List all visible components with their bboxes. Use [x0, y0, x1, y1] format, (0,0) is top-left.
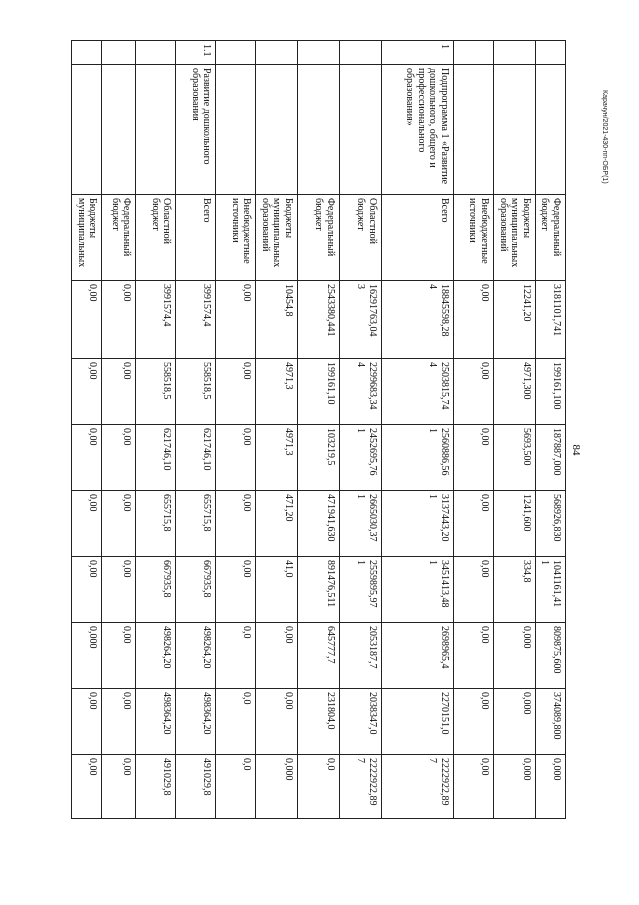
- program-name-cell: [256, 65, 298, 195]
- amount-cell: 3137443,20 1: [382, 491, 454, 557]
- amount-cell: 558518,5: [176, 359, 216, 425]
- amount-cell: 2560886,56 1: [382, 425, 454, 491]
- amount-cell: 667935,8: [176, 557, 216, 623]
- amount-cell: 0,00: [454, 557, 494, 623]
- amount-cell: 0,00: [102, 755, 136, 819]
- amount-cell: 103219,5: [298, 425, 340, 491]
- amount-cell: 231804,0: [298, 689, 340, 755]
- amount-cell: 0,00: [102, 425, 136, 491]
- funding-table: [72, 40, 567, 819]
- amount-cell: 0,00: [216, 281, 256, 359]
- amount-cell: 655715,8: [136, 491, 176, 557]
- amount-cell: 2559895,97 1: [340, 557, 382, 623]
- amount-cell: 0,00: [102, 689, 136, 755]
- amount-cell: 0,00: [454, 623, 494, 689]
- amount-cell: 0,00: [102, 359, 136, 425]
- amount-cell: 0,00: [102, 281, 136, 359]
- amount-cell: 491029,8: [136, 755, 176, 819]
- amount-cell: 12241,20: [494, 281, 536, 359]
- table-row: [256, 41, 298, 819]
- amount-cell: 0,00: [102, 491, 136, 557]
- amount-cell: 0,0: [216, 689, 256, 755]
- amount-cell: 0,00: [454, 689, 494, 755]
- amount-cell: 0,000: [494, 755, 536, 819]
- amount-cell: 471941,630: [298, 491, 340, 557]
- funding-source-cell: Бюджеты муниципальных: [72, 195, 102, 281]
- program-name-cell: [454, 65, 494, 195]
- amount-cell: 4971,3: [256, 425, 298, 491]
- amount-cell: 0,00: [72, 689, 102, 755]
- amount-cell: 0,00: [72, 359, 102, 425]
- amount-cell: 0,00: [72, 425, 102, 491]
- amount-cell: 2038347,0: [340, 689, 382, 755]
- amount-cell: 334,8: [494, 557, 536, 623]
- amount-cell: 2299683,34 4: [340, 359, 382, 425]
- amount-cell: 655715,8: [176, 491, 216, 557]
- page-number: 84: [570, 444, 582, 456]
- amount-cell: 4971,300: [494, 359, 536, 425]
- amount-cell: 2053187,7: [340, 623, 382, 689]
- funding-source-cell: Областной бюджет: [136, 195, 176, 281]
- program-name-cell: Подпрограмма 1 «Развитие дошкольного, общего и профессионального образования»: [382, 65, 454, 195]
- amount-cell: 558518,5: [136, 359, 176, 425]
- funding-source-cell: Федеральный бюджет: [298, 195, 340, 281]
- row-number-cell: [136, 41, 176, 65]
- amount-cell: 891476,511: [298, 557, 340, 623]
- row-number-cell: [340, 41, 382, 65]
- amount-cell: 621746,10: [136, 425, 176, 491]
- amount-cell: 0,00: [454, 755, 494, 819]
- amount-cell: 0,00: [102, 557, 136, 623]
- program-name-cell: [102, 65, 136, 195]
- amount-cell: 2222922,89 7: [340, 755, 382, 819]
- row-number-cell: [102, 41, 136, 65]
- amount-cell: 0,00: [102, 623, 136, 689]
- table-row: [102, 41, 136, 819]
- amount-cell: 0,00: [72, 557, 102, 623]
- table-row: [454, 41, 494, 819]
- amount-cell: 0,00: [72, 491, 102, 557]
- amount-cell: 0,00: [72, 755, 102, 819]
- amount-cell: 2270151,0: [382, 689, 454, 755]
- amount-cell: 0,00: [256, 689, 298, 755]
- funding-source-cell: Внебюджетные источники: [216, 195, 256, 281]
- amount-cell: 1041161,41 1: [536, 557, 566, 623]
- row-number-cell: 1.1: [176, 41, 216, 65]
- amount-cell: 0,000: [536, 755, 566, 819]
- table-row: [340, 41, 382, 819]
- funding-source-cell: Всего: [382, 195, 454, 281]
- row-number-cell: 1: [382, 41, 454, 65]
- amount-cell: 0,000: [256, 755, 298, 819]
- funding-source-cell: Бюджеты муниципальных образований: [494, 195, 536, 281]
- amount-cell: 187887,000: [536, 425, 566, 491]
- amount-cell: 645777,7: [298, 623, 340, 689]
- row-number-cell: [72, 41, 102, 65]
- amount-cell: 0,00: [216, 359, 256, 425]
- amount-cell: 10454,8: [256, 281, 298, 359]
- amount-cell: 568926,830: [536, 491, 566, 557]
- amount-cell: 0,000: [494, 689, 536, 755]
- row-number-cell: [454, 41, 494, 65]
- funding-source-cell: Федеральный бюджет: [536, 195, 566, 281]
- amount-cell: 3991574,4: [136, 281, 176, 359]
- program-name-cell: [298, 65, 340, 195]
- amount-cell: 498264,20: [136, 623, 176, 689]
- amount-cell: 4971,3: [256, 359, 298, 425]
- amount-cell: 0,00: [454, 491, 494, 557]
- amount-cell: 2665030,37 1: [340, 491, 382, 557]
- amount-cell: 0,00: [216, 425, 256, 491]
- amount-cell: 374089,800: [536, 689, 566, 755]
- amount-cell: 0,000: [494, 623, 536, 689]
- amount-cell: 0,00: [216, 491, 256, 557]
- amount-cell: 667935,8: [136, 557, 176, 623]
- amount-cell: 498264,20: [176, 623, 216, 689]
- program-name-cell: [494, 65, 536, 195]
- program-name-cell: [136, 65, 176, 195]
- row-number-cell: [536, 41, 566, 65]
- amount-cell: 0,0: [216, 755, 256, 819]
- amount-cell: 2698965,4: [382, 623, 454, 689]
- amount-cell: 18845598,28 4: [382, 281, 454, 359]
- amount-cell: 0,00: [72, 281, 102, 359]
- amount-cell: 809875,600: [536, 623, 566, 689]
- table-row: [382, 41, 454, 819]
- rotated-page: [28, 40, 588, 860]
- funding-source-cell: Всего: [176, 195, 216, 281]
- amount-cell: 1241,600: [494, 491, 536, 557]
- amount-cell: 0,00: [454, 425, 494, 491]
- table-row: [494, 41, 536, 819]
- program-name-cell: [536, 65, 566, 195]
- funding-source-cell: Областной бюджет: [340, 195, 382, 281]
- row-number-cell: [256, 41, 298, 65]
- amount-cell: 498364,20: [136, 689, 176, 755]
- amount-cell: 0,00: [216, 557, 256, 623]
- amount-cell: 498364,20: [176, 689, 216, 755]
- amount-cell: 0,0: [298, 755, 340, 819]
- amount-cell: 0,00: [454, 359, 494, 425]
- amount-cell: 0,0: [216, 623, 256, 689]
- amount-cell: 2503815,74 4: [382, 359, 454, 425]
- funding-source-cell: Внебюджетные источники: [454, 195, 494, 281]
- amount-cell: 5693,500: [494, 425, 536, 491]
- amount-cell: 2543380,441: [298, 281, 340, 359]
- program-name-cell: Развитие дошкольного образования: [176, 65, 216, 195]
- amount-cell: 471,20: [256, 491, 298, 557]
- table-row: [536, 41, 566, 819]
- row-number-cell: [216, 41, 256, 65]
- amount-cell: 3181101,741: [536, 281, 566, 359]
- amount-cell: 199161,10: [298, 359, 340, 425]
- amount-cell: 16291763,04 3: [340, 281, 382, 359]
- funding-source-cell: Бюджеты муниципальных образований: [256, 195, 298, 281]
- program-name-cell: [340, 65, 382, 195]
- amount-cell: 2222922,89 7: [382, 755, 454, 819]
- amount-cell: 0,00: [454, 281, 494, 359]
- row-number-cell: [494, 41, 536, 65]
- table-row: [136, 41, 176, 819]
- amount-cell: 3991574,4: [176, 281, 216, 359]
- table-row: [72, 41, 102, 819]
- program-name-cell: [216, 65, 256, 195]
- funding-source-cell: Федеральный бюджет: [102, 195, 136, 281]
- amount-cell: 491029,8: [176, 755, 216, 819]
- amount-cell: 0,00: [256, 623, 298, 689]
- row-number-cell: [298, 41, 340, 65]
- document-reference-note: Карачун/2021-430-пп-ОБР(1): [601, 90, 608, 184]
- amount-cell: 199161,100: [536, 359, 566, 425]
- amount-cell: 621746,10: [176, 425, 216, 491]
- table-row: [298, 41, 340, 819]
- table-row: [216, 41, 256, 819]
- amount-cell: 2452695,76 1: [340, 425, 382, 491]
- amount-cell: 41,0: [256, 557, 298, 623]
- table-row: [176, 41, 216, 819]
- program-name-cell: [72, 65, 102, 195]
- amount-cell: 0,000: [72, 623, 102, 689]
- amount-cell: 3451413,48 1: [382, 557, 454, 623]
